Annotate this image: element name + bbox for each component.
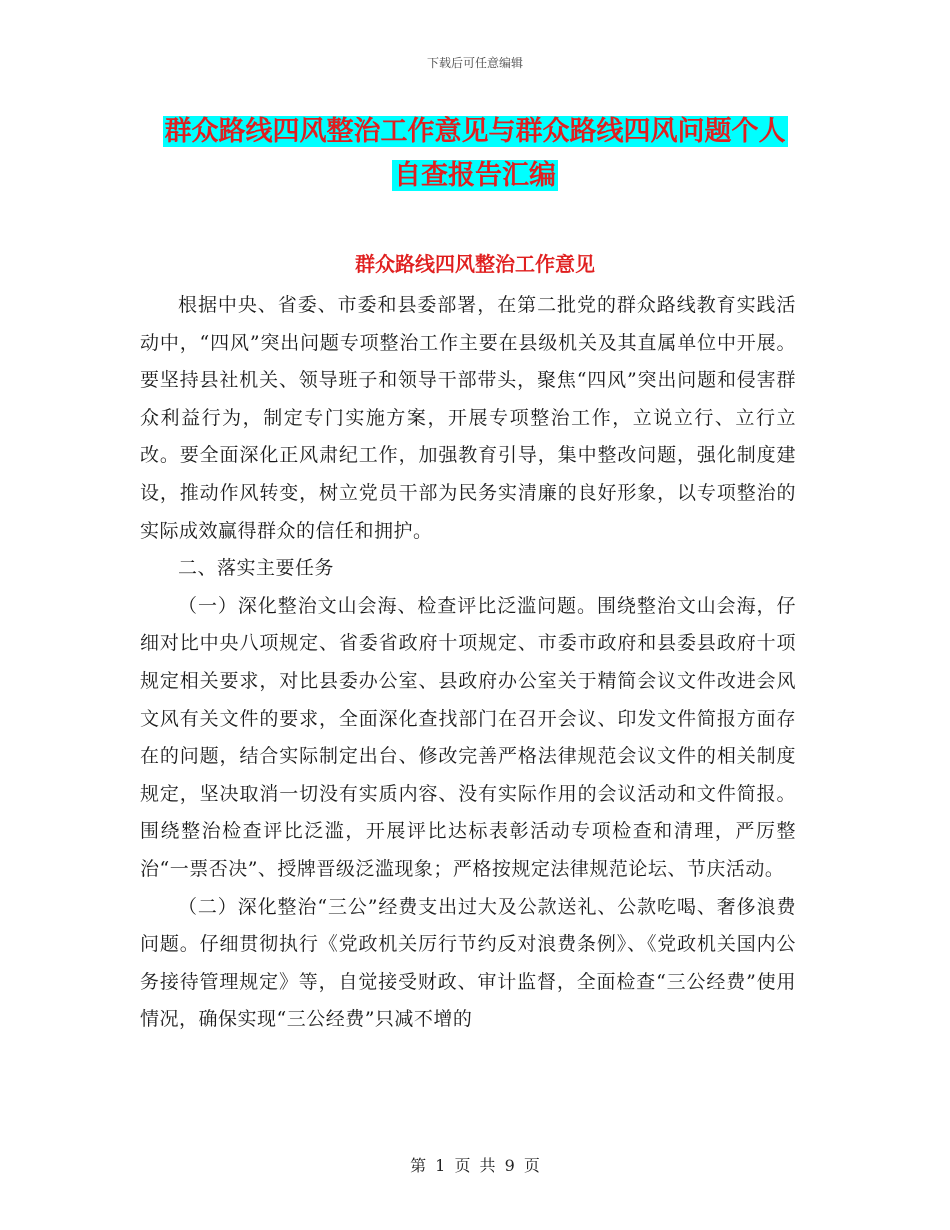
paragraph: （二）深化整治“三公”经费支出过大及公款送礼、公款吃喝、奢侈浪费问题。仔细贯彻执行《党政机关厉行节约反对浪费条例》、《党政机关国内公务接待管理规定》等，自觉接受财政、审计监督，全面检查“三公经费”使用情况，确保实现“三公经费”只减不增的 bbox=[140, 895, 796, 1031]
paragraph-heading: 二、落实主要任务 bbox=[178, 557, 335, 580]
document-title-line1: 群众路线四风整治工作意见与群众路线四风问题个人 bbox=[164, 116, 786, 147]
document-title bbox=[150, 110, 800, 198]
document-title-line2: 自查报告汇编 bbox=[394, 160, 556, 191]
page-header-note: 下载后可任意编辑 bbox=[426, 56, 523, 70]
page-footer: 第 1 页 共 9 页 bbox=[410, 1156, 540, 1175]
paragraph: （一）深化整治文山会海、检查评比泛滥问题。围绕整治文山会海，仔细对比中央八项规定、省委省政府十项规定、市委市政府和县委县政府十项规定相关要求，对比县委办公室、县政府办公室关于精简会议文件改进会风文风有关文件的要求，全面深化查找部门在召开会议、印发文件简报方面存在的问题，结合实际制定出台、修改完善严格法律规范会议文件的相关制度规定，坚决取消一切没有实质内容、没有实际作用的会议活动和文件简报。围绕整治检查评比泛滥，开展评比达标表彰活动专项检查和清理，严厉整治“一票否决”、授牌晋级泛滥现象；严格按规定法律规范论坛、节庆活动。 bbox=[140, 594, 796, 880]
document-body bbox=[140, 287, 796, 1039]
paragraph: 根据中央、省委、市委和县委部署，在第二批党的群众路线教育实践活动中，“四风”突出问题专项整治工作主要在县级机关及其直属单位中开展。要坚持县社机关、领导班子和领导干部带头，聚焦“四风”突出问题和侵害群众利益行为，制定专门实施方案，开展专项整治工作，立说立行、立行立改。要全面深化正风肃纪工作，加强教育引导，集中整改问题，强化制度建设，推动作风转变，树立党员干部为民务实清廉的良好形象，以专项整治的实际成效赢得群众的信任和拥护。 bbox=[140, 294, 796, 542]
section-title: 群众路线四风整治工作意见 bbox=[355, 252, 595, 276]
